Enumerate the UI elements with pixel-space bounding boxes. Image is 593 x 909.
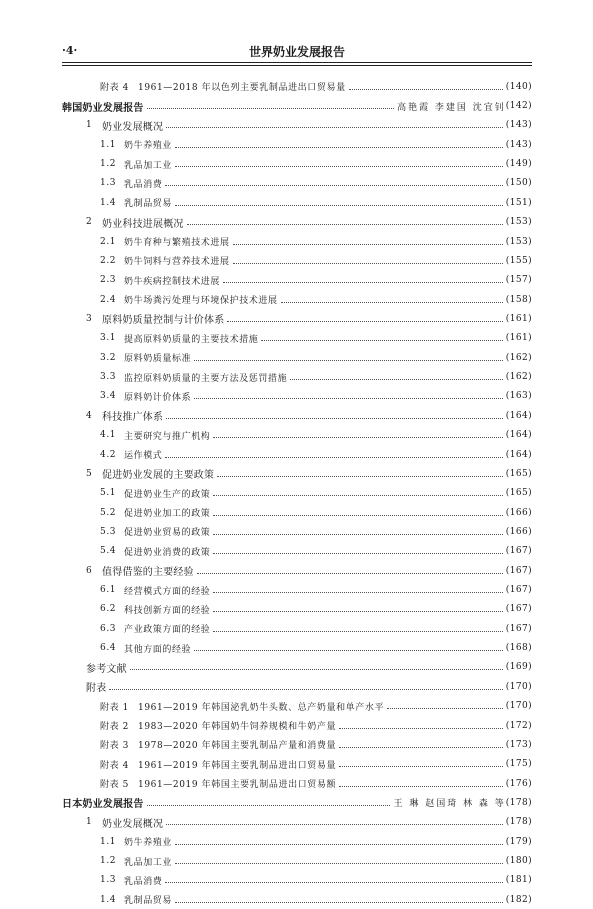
toc-entry (62, 309, 532, 328)
toc-entry-number: 1.1 (100, 139, 117, 150)
toc-entry-number: 2.1 (100, 236, 117, 247)
toc-entry-title: 监控原料奶质量的主要方法及惩罚措施 (124, 373, 288, 384)
toc-entry (62, 503, 532, 522)
dot-leader (223, 281, 503, 283)
toc-entry-page: (178) (505, 797, 532, 808)
toc-entry (62, 406, 532, 425)
toc-entry-number: 附表 4 (100, 760, 129, 771)
toc-entry-title: 参考文献 (86, 663, 127, 675)
toc-entry-page: (176) (505, 778, 532, 789)
toc-entry-title: 奶牛饲料与营养技术进展 (124, 257, 230, 268)
toc-entry (62, 367, 532, 386)
dot-leader (213, 533, 502, 535)
toc-entry-number: 1.4 (100, 197, 117, 208)
toc-entry-page: (143) (505, 139, 532, 150)
toc-entry (62, 154, 532, 173)
toc-entry-number: 5 (86, 468, 93, 479)
toc-entry-title: 奶牛养殖业 (124, 141, 173, 152)
dot-leader (165, 184, 502, 186)
toc-entry-title: 附表 (86, 683, 107, 695)
toc-entry-page: (164) (505, 449, 532, 460)
toc-entry-number: 5.1 (100, 488, 117, 499)
page-number: ·4· (62, 44, 78, 57)
toc-entry (62, 174, 532, 193)
toc-entry-number: 4 (86, 410, 93, 421)
running-title: 世界奶业发展报告 (248, 45, 345, 59)
toc-entry-page: (173) (505, 739, 532, 750)
toc-entry (62, 387, 532, 406)
toc-entry-title: 韩国奶业发展报告 (62, 102, 144, 114)
header-rule-thin (62, 65, 532, 66)
toc-entry (62, 193, 532, 212)
toc-entry-title: 促进奶业加工的政策 (124, 509, 211, 520)
dot-leader (197, 572, 503, 574)
dot-leader (217, 475, 503, 477)
toc-entry (62, 213, 532, 232)
toc-entry-number: 3 (86, 313, 93, 324)
toc-entry-title: 科技推广体系 (102, 412, 164, 424)
toc-entry-title: 促进奶业生产的政策 (124, 489, 211, 500)
toc-entry-number: 3.3 (100, 372, 117, 383)
dot-leader (109, 688, 502, 690)
toc-entry (62, 851, 532, 870)
dot-leader (175, 146, 503, 148)
toc-entry-page: (163) (505, 391, 532, 402)
toc-entry-title: 乳品消费 (124, 876, 163, 887)
toc-entry-page: (151) (505, 197, 532, 208)
toc-entry-number: 5.4 (100, 546, 117, 557)
toc-entry-title: 促进奶业发展的主要政策 (102, 470, 215, 482)
dot-leader (194, 397, 503, 399)
toc-entry-title: 原料奶质量控制与计价体系 (102, 315, 225, 327)
toc-entry-title: 1961—2019 年韩国泌乳奶牛头数、总产奶量和单产水平 (138, 702, 385, 713)
toc-entry-page: (172) (505, 720, 532, 731)
toc-entry-page: (169) (505, 662, 532, 673)
toc-entry-page: (164) (505, 410, 532, 421)
toc-entry (62, 522, 532, 541)
dot-leader (213, 514, 502, 516)
toc-entry (62, 658, 532, 677)
dot-leader (339, 746, 503, 748)
toc-entry-number: 2.2 (100, 255, 117, 266)
toc-entry (62, 677, 532, 696)
toc-entry (62, 271, 532, 290)
toc-entry-number: 附表 1 (100, 702, 129, 713)
toc-entry (62, 484, 532, 503)
toc-entry-number: 4.2 (100, 449, 117, 460)
toc-entry-page: (168) (505, 643, 532, 654)
toc-entry (62, 290, 532, 309)
header-rule-thick (62, 62, 532, 63)
dot-leader (339, 785, 503, 787)
toc-entry-number: 3.1 (100, 333, 117, 344)
toc-appendix-entry (62, 755, 532, 774)
dot-leader (175, 165, 503, 167)
toc-entry-title: 促进奶业消费的政策 (124, 547, 211, 558)
dot-leader (194, 649, 503, 651)
toc-entry-title: 提高原料奶质量的主要技术措施 (124, 334, 259, 345)
dot-leader (213, 552, 502, 554)
toc-entry-title: 1978—2020 年韩国主要乳制品产量和消费量 (138, 741, 337, 752)
toc-entry-page: (140) (505, 81, 532, 92)
toc-entry-number: 2.4 (100, 294, 117, 305)
toc-entry-number: 3.4 (100, 391, 117, 402)
dot-leader (339, 727, 503, 729)
toc-entry-page: (180) (505, 856, 532, 867)
toc-entry (62, 542, 532, 561)
dot-leader (290, 378, 503, 380)
toc-entry-title: 经营模式方面的经验 (124, 586, 211, 597)
toc-entry-title: 奶业发展概况 (102, 818, 164, 830)
toc-entry-title: 奶牛育种与繁殖技术进展 (124, 238, 230, 249)
toc-appendix-entry (62, 697, 532, 716)
toc-entry-page: (170) (505, 681, 532, 692)
toc-entry-page: (167) (505, 565, 532, 576)
toc-entry-page: (142) (505, 101, 532, 112)
toc-entry-number: 6.1 (100, 585, 117, 596)
toc-entry-title: 1961—2019 年韩国主要乳制品进出口贸易量 (138, 760, 337, 771)
dot-leader (261, 339, 502, 341)
toc-appendix-entry (62, 77, 532, 96)
toc-entry-title: 1983—2020 年韩国奶牛饲养规模和牛奶产量 (138, 722, 337, 733)
dot-leader (175, 204, 503, 206)
toc-entry-page: (162) (505, 352, 532, 363)
toc-entry-page: (165) (505, 488, 532, 499)
toc-entry-page: (164) (505, 430, 532, 441)
dot-leader (147, 107, 394, 109)
dot-leader (227, 320, 502, 322)
toc-entry-title: 奶牛场粪污处理与环境保护技术进展 (124, 296, 278, 307)
toc-entry-number: 6 (86, 565, 93, 576)
toc-entry-title: 奶牛养殖业 (124, 838, 173, 849)
dot-leader (213, 630, 502, 632)
toc-entry (62, 348, 532, 367)
toc-entry-title: 科技创新方面的经验 (124, 605, 211, 616)
toc-entry-page: (167) (505, 623, 532, 634)
toc-entry-title: 乳品加工业 (124, 160, 173, 171)
dot-leader (166, 417, 503, 419)
dot-leader (349, 88, 503, 90)
toc-entry (62, 638, 532, 657)
toc-entry-number: 6.3 (100, 623, 117, 634)
dot-leader (233, 262, 503, 264)
toc-entry (62, 116, 532, 135)
toc-entry-title: 原料奶质量标准 (124, 354, 192, 365)
dot-leader (387, 707, 503, 709)
toc-entry-page: (165) (505, 468, 532, 479)
dot-leader (187, 223, 503, 225)
toc-entry (62, 445, 532, 464)
toc-entry (62, 832, 532, 851)
toc-entry (62, 619, 532, 638)
toc-entry-title: 1961—2018 年以色列主要乳制品进出口贸易量 (138, 83, 346, 94)
toc-entry (62, 464, 532, 483)
dot-leader (213, 436, 502, 438)
toc-entry-authors: 高艳霞 李建国 沈宜钊 (397, 102, 506, 113)
toc-entry-page: (150) (505, 178, 532, 189)
toc-entry-number: 1.3 (100, 875, 117, 886)
toc-entry-number: 附表 2 (100, 722, 129, 733)
running-header (62, 36, 532, 62)
toc-entry-page: (162) (505, 372, 532, 383)
toc-entry-page: (143) (505, 120, 532, 131)
toc-entry-page: (161) (505, 313, 532, 324)
toc-entry-title: 1961—2019 年韩国主要乳制品进出口贸易额 (138, 780, 337, 791)
toc-entry-page: (182) (505, 894, 532, 905)
toc-entry (62, 580, 532, 599)
toc-entry (62, 251, 532, 270)
toc-entry (62, 600, 532, 619)
toc-section-entry (62, 96, 532, 115)
toc-entry-title: 日本奶业发展报告 (62, 799, 144, 811)
toc-entry-page: (166) (505, 507, 532, 518)
toc-entry-number: 5.3 (100, 526, 117, 537)
toc-section-entry (62, 793, 532, 812)
dot-leader (213, 494, 502, 496)
dot-leader (130, 668, 503, 670)
table-of-contents (62, 77, 532, 909)
toc-entry-page: (167) (505, 546, 532, 557)
toc-entry-title: 乳品加工业 (124, 857, 173, 868)
dot-leader (165, 456, 502, 458)
toc-entry-number: 4.1 (100, 430, 117, 441)
toc-entry-title: 乳制品贸易 (124, 199, 173, 210)
toc-entry-number: 6.4 (100, 643, 117, 654)
toc-entry-page: (161) (505, 333, 532, 344)
toc-entry-number: 1.2 (100, 856, 117, 867)
dot-leader (165, 881, 502, 883)
toc-entry-number: 6.2 (100, 604, 117, 615)
toc-entry-page: (175) (505, 759, 532, 770)
toc-entry-number: 附表 3 (100, 741, 129, 752)
toc-entry (62, 871, 532, 890)
toc-entry-page: (178) (505, 817, 532, 828)
toc-entry-page: (157) (505, 275, 532, 286)
dot-leader (233, 243, 503, 245)
toc-entry (62, 425, 532, 444)
toc-entry-title: 主要研究与推广机构 (124, 431, 211, 442)
toc-entry-title: 促进奶业贸易的政策 (124, 528, 211, 539)
toc-entry-title: 奶业科技进展概况 (102, 218, 184, 230)
toc-entry-page: (170) (505, 701, 532, 712)
toc-entry-title: 其他方面的经验 (124, 644, 192, 655)
toc-entry-page: (153) (505, 236, 532, 247)
toc-entry-title: 奶牛疾病控制技术进展 (124, 276, 221, 287)
toc-entry-number: 1.4 (100, 894, 117, 905)
toc-entry-page: (149) (505, 159, 532, 170)
dot-leader (166, 126, 503, 128)
toc-entry (62, 813, 532, 832)
toc-entry-page: (153) (505, 217, 532, 228)
dot-leader (147, 804, 391, 806)
toc-entry-title: 奶业发展概况 (102, 121, 164, 133)
dot-leader (175, 901, 503, 903)
toc-entry-title: 原料奶计价体系 (124, 392, 192, 403)
toc-entry-page: (181) (505, 875, 532, 886)
toc-entry (62, 890, 532, 909)
toc-entry-page: (167) (505, 585, 532, 596)
toc-entry-page: (167) (505, 604, 532, 615)
dot-leader (213, 610, 502, 612)
toc-entry-number: 3.2 (100, 352, 117, 363)
dot-leader (175, 843, 503, 845)
toc-entry-number: 2.3 (100, 275, 117, 286)
toc-entry-page: (179) (505, 836, 532, 847)
toc-entry (62, 561, 532, 580)
toc-entry (62, 329, 532, 348)
dot-leader (213, 591, 502, 593)
toc-entry-number: 2 (86, 217, 93, 228)
toc-entry-authors: 王 琳 赵国琦 林 森 等 (393, 799, 506, 810)
toc-entry-number: 1.2 (100, 159, 117, 170)
toc-appendix-entry (62, 735, 532, 754)
toc-appendix-entry (62, 716, 532, 735)
toc-entry-title: 运作模式 (124, 451, 163, 461)
toc-entry-number: 1.1 (100, 836, 117, 847)
toc-entry-number: 附表 4 (100, 83, 129, 94)
dot-leader (339, 765, 503, 767)
toc-entry (62, 232, 532, 251)
toc-entry-page: (155) (505, 255, 532, 266)
toc-entry-number: 5.2 (100, 507, 117, 518)
toc-entry (62, 135, 532, 154)
dot-leader (175, 862, 503, 864)
toc-entry-title: 乳品消费 (124, 179, 163, 190)
toc-entry-page: (158) (505, 294, 532, 305)
toc-entry-number: 附表 5 (100, 780, 129, 791)
toc-appendix-entry (62, 774, 532, 793)
toc-entry-title: 产业政策方面的经验 (124, 625, 211, 636)
dot-leader (281, 301, 503, 303)
toc-entry-number: 1 (86, 120, 93, 131)
dot-leader (194, 359, 503, 361)
toc-entry-title: 乳制品贸易 (124, 896, 173, 907)
toc-entry-number: 1 (86, 817, 93, 828)
toc-entry-page: (166) (505, 526, 532, 537)
toc-entry-number: 1.3 (100, 178, 117, 189)
toc-entry-title: 值得借鉴的主要经验 (102, 567, 194, 579)
dot-leader (166, 823, 503, 825)
